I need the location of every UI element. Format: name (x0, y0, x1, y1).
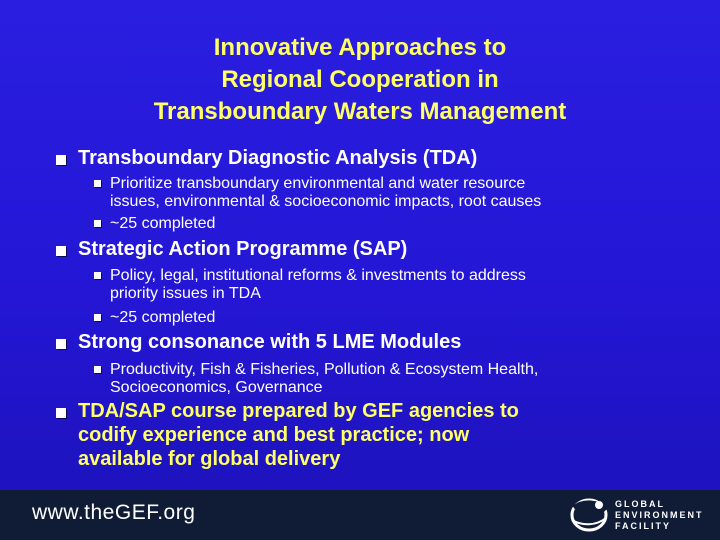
sub-bullet-text (110, 175, 650, 211)
sub-bullet-line: Productivity, Fish & Fisheries, Pollution & Ecosystem Health, (110, 361, 539, 378)
sub-bullet-line: Socioeconomics, Governance (110, 379, 323, 396)
bullet-marker (56, 339, 66, 349)
sub-bullet-line: Prioritize transboundary environmental and water resource (110, 175, 526, 192)
sub-bullet-line: Policy, legal, institutional reforms & investments to address (110, 267, 526, 284)
bullet-line: available for global delivery (78, 448, 341, 470)
bullet-lme: Strong consonance with 5 LME Modules (78, 331, 462, 353)
sub-bullet-line: priority issues in TDA (110, 285, 261, 302)
bullet-tda: Transboundary Diagnostic Analysis (TDA) (78, 147, 478, 169)
sub-bullet-marker (94, 220, 101, 227)
bullet-line: TDA/SAP course prepared by GEF agencies to (78, 400, 519, 422)
sub-bullet-text: ~25 completed (110, 215, 216, 232)
bullet-line: codify experience and best practice; now (78, 424, 470, 446)
sub-bullet-marker (94, 180, 101, 187)
slide-title (60, 32, 660, 128)
title-line: Regional Cooperation in (221, 66, 499, 93)
bullet-marker (56, 408, 66, 418)
sub-bullet-text: ~25 completed (110, 309, 216, 326)
sub-bullet-text (110, 361, 650, 397)
sub-bullet-line: issues, environmental & socioeconomic impacts, root causes (110, 193, 542, 210)
gef-globe-icon (568, 496, 610, 534)
sub-bullet-text (110, 267, 650, 303)
logo-line: FACILITY (615, 521, 671, 531)
bullet-course (78, 399, 638, 471)
title-line: Transboundary Waters Management (153, 98, 567, 125)
logo-line: ENVIRONMENT (615, 510, 704, 520)
website-link[interactable]: www.theGEF.org (32, 501, 196, 524)
bullet-marker (56, 155, 66, 165)
sub-bullet-marker (94, 272, 101, 279)
bullet-marker (56, 246, 66, 256)
logo-line: GLOBAL (615, 499, 665, 509)
footer-band (0, 490, 720, 540)
bullet-sap: Strategic Action Programme (SAP) (78, 238, 408, 260)
sub-bullet-marker (94, 314, 101, 321)
gef-logo-text (615, 499, 704, 532)
sub-bullet-marker (94, 366, 101, 373)
title-line: Innovative Approaches to (213, 34, 507, 61)
